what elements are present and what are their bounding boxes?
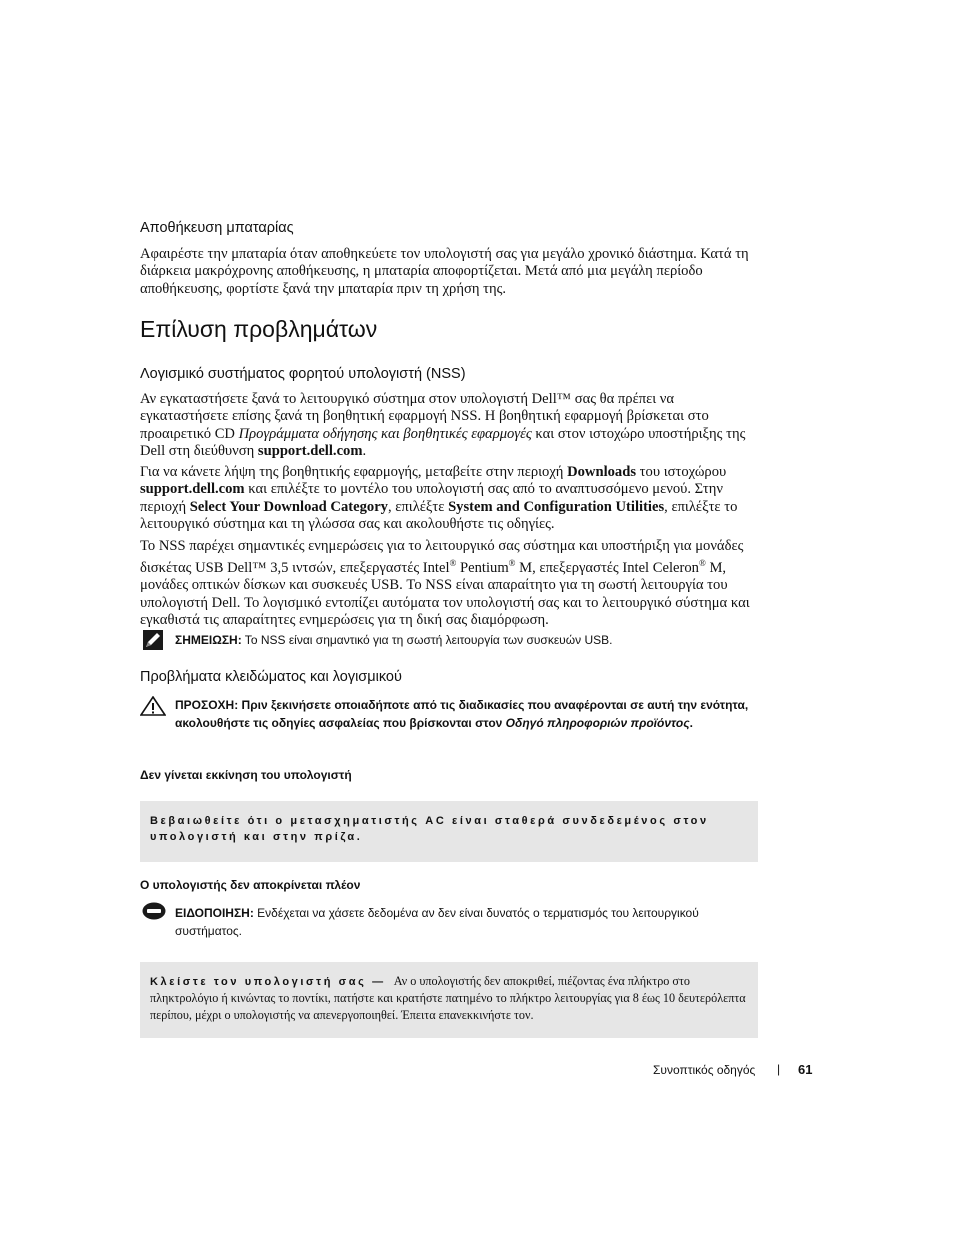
caution-label: ΠΡΟΣΟΧΗ:: [175, 698, 239, 712]
page-title: Επίλυση προβλημάτων: [140, 316, 378, 342]
battery-text: Αφαιρέστε την μπαταρία όταν αποθηκεύετε τον υπολογιστή σας για μεγάλο χρονικό διάστημα. Κατά τη διάρκεια μακρόχρονης αποθήκευσης, η μπαταρία αποφορτίζεται. Μετά από μια μεγάλη περίοδο αποθήκευσης, φορτίστε ξανά την μπαταρία πριν τη χρήση της.: [140, 246, 749, 297]
notice-label: ΕΙΔΟΠΟΙΗΣΗ:: [175, 906, 254, 920]
lockups-heading: Προβλήματα κλειδώματος και λογισμικού: [140, 669, 402, 685]
registered-mark: ®: [698, 558, 706, 569]
text-run: και στον ιστοχώρο υποστήριξης της Dell στη διεύθυνση: [140, 425, 746, 459]
page-number: 61: [798, 1062, 813, 1077]
registered-mark: ®: [449, 558, 457, 569]
text-run: Pentium: [456, 560, 509, 577]
text-run: M, επεξεργαστές Intel Celeron: [515, 560, 699, 577]
notice-text: Ενδέχεται να χάσετε δεδομένα αν δεν είναι δυνατός ο τερματισμός του λειτουργικού συστήματος.: [175, 906, 699, 938]
text-run: και επιλέξτε το μοντέλο του υπολογιστή σας από το αναπτυσσόμενο μενού. Στην περιοχή: [140, 481, 723, 515]
no-start-heading: Δεν γίνεται εκκίνηση του υπολογιστή: [140, 768, 352, 782]
notice-note: [175, 904, 750, 940]
text-run: , επιλέξτε το λειτουργικό σύστημα και τη γλώσσα σας και ακολουθήστε τις οδηγίες.: [140, 498, 738, 532]
shutdown-label: Κλείστε τον υπολογιστή σας —: [150, 976, 386, 988]
caution-text: Πριν ξεκινήσετε οποιαδήποτε από τις διαδικασίες που αναφέρονται σε αυτή την ενότητα, ακολουθήστε τις οδηγίες ασφαλείας που βρίσκονται στον: [175, 698, 749, 730]
shutdown-box: [140, 962, 758, 1038]
footer-separator: |: [777, 1062, 781, 1076]
registered-mark: ®: [508, 558, 516, 569]
support-link[interactable]: support.dell.com: [257, 442, 363, 459]
shutdown-text: Αν ο υπολογιστής δεν αποκριθεί, πιέζοντας ένα πλήκτρο στο πληκτρολόγιο ή κινώντας το ποντίκι, πατήστε και κρατήστε πατημένο το πλήκτρο λειτουργίας για 8 έως 10 δευτερόλεπτα περίπου, μέχρι ο υπολογιστής να απενεργοποιηθεί. Έπειτα επανεκκινήστε τον.: [150, 974, 746, 1022]
system-utilities-label: System and Configuration Utilities: [448, 498, 665, 515]
notice-hand-icon: [142, 902, 166, 925]
no-start-line-1: Βεβαιωθείτε ότι ο μετασχηματιστής AC είναι σταθερά συνδεδεμένος στον: [150, 815, 709, 827]
text-run: Το NSS παρέχει σημαντικές ενημερώσεις για το λειτουργικό σας σύστημα και υποστήριξη για μονάδες δισκέτας USB Dell™ 3,5 ιντσών, επεξεργαστές Intel: [140, 538, 744, 577]
nss-paragraph-3: [140, 538, 758, 629]
product-guide-title: Οδηγό πληροφοριών προϊόντος: [505, 716, 690, 730]
caution-note: [175, 696, 755, 732]
text-run: .: [362, 442, 367, 459]
downloads-label: Downloads: [567, 464, 637, 480]
note-text: Το NSS είναι σημαντικό για τη σωστή λειτουργία των συσκευών USB.: [241, 633, 613, 647]
warning-triangle-icon: [140, 696, 166, 721]
nss-paragraph-1: [140, 391, 760, 460]
nss-note: [175, 631, 755, 649]
text-run: , επιλέξτε: [387, 498, 449, 515]
no-response-heading: Ο υπολογιστής δεν αποκρίνεται πλέον: [140, 878, 361, 892]
nss-paragraph-2: [140, 464, 758, 533]
battery-heading: Αποθήκευση μπαταρίας: [140, 220, 294, 236]
no-start-line-2: υπολογιστή και στην πρίζα.: [150, 831, 363, 843]
note-label: ΣΗΜΕΙΩΣΗ:: [175, 633, 242, 647]
no-start-box: [140, 801, 758, 862]
nss-heading: Λογισμικό συστήματος φορητού υπολογιστή (NSS): [140, 366, 466, 382]
footer-guide: Συνοπτικός οδηγός: [653, 1063, 756, 1077]
shutdown-text-block: [150, 973, 750, 1023]
pencil-note-icon: [143, 630, 163, 655]
text-run: του ιστοχώρου: [636, 464, 727, 480]
cd-title: Προγράμματα οδήγησης και βοηθητικές εφαρμογές: [238, 425, 532, 442]
download-category-label: Select Your Download Category: [189, 498, 388, 515]
text-run: Για να κάνετε λήψη της βοηθητικής εφαρμογής, μεταβείτε στην περιοχή: [140, 464, 568, 480]
text-run: M, μονάδες οπτικών δίσκων και συσκευές USB. Το NSS είναι απαραίτητο για τη σωστή λειτουργία του υπολογιστή Dell. Το λογισμικό εντοπίζει αυτόματα τον υπολογιστή σας και το λειτουργικό σύστημα και εγκαθιστά τις απαραίτητες ενημερώσεις για τη δική σας διαμόρφωση.: [140, 560, 750, 629]
text-run: .: [689, 716, 693, 730]
support-link[interactable]: support.dell.com: [140, 481, 245, 498]
text-run: Αν εγκαταστήσετε ξανά το λειτουργικό σύστημα στον υπολογιστή Dell™ σας θα πρέπει να εγκαταστήσετε επίσης ξανά τη βοηθητική εφαρμογή NSS. Η βοηθητική εφαρμογή βρίσκεται στο προαιρετικό CD: [140, 391, 709, 442]
